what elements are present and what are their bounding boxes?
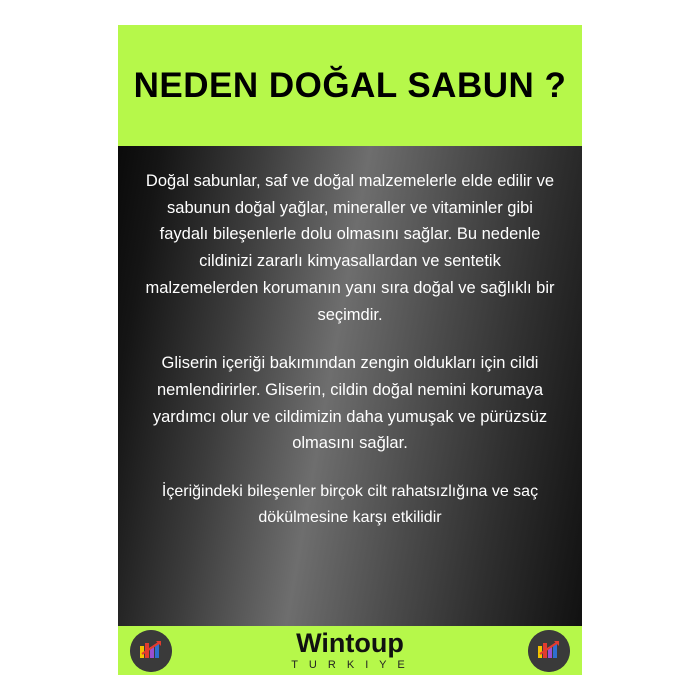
- brand-name: Wintoup: [296, 628, 404, 658]
- page-title: NEDEN DOĞAL SABUN ?: [133, 65, 567, 105]
- body-paragraph-1: Doğal sabunlar, saf ve doğal malzemelerle elde edilir ve sabunun doğal yağlar, mineraller ve vitaminler gibi faydalı bileşenlerle dolu olmasını sağlar. Bu nedenle cildinizi zararlı kimyasallardan ve sentetik malzemelerden korumanın yanı sıra doğal ve sağlıklı bir seçimdir.: [145, 172, 555, 324]
- brand-block: [172, 630, 528, 671]
- body-paragraph-2: Gliserin içeriği bakımından zengin oldukları için cildi nemlendirirler. Gliserin, cildin doğal nemini korumaya yardımcı olur ve cildimizin daha yumuşak ve pürüzsüz olmasını sağlar.: [152, 354, 548, 453]
- body-paragraph-3: İçeriğindeki bileşenler birçok cilt rahatsızlığına ve saç dökülmesine karşı etkilidir: [161, 483, 539, 527]
- paragraph-list: [118, 146, 582, 531]
- poster-body: [118, 146, 582, 626]
- wintoup-logo-icon-left: [130, 630, 172, 672]
- poster-header: [118, 25, 582, 146]
- brand-subtitle: T U R K I Y E: [291, 659, 409, 671]
- poster-footer: [118, 626, 582, 675]
- wintoup-logo-icon-right: [528, 630, 570, 672]
- poster: [118, 25, 582, 675]
